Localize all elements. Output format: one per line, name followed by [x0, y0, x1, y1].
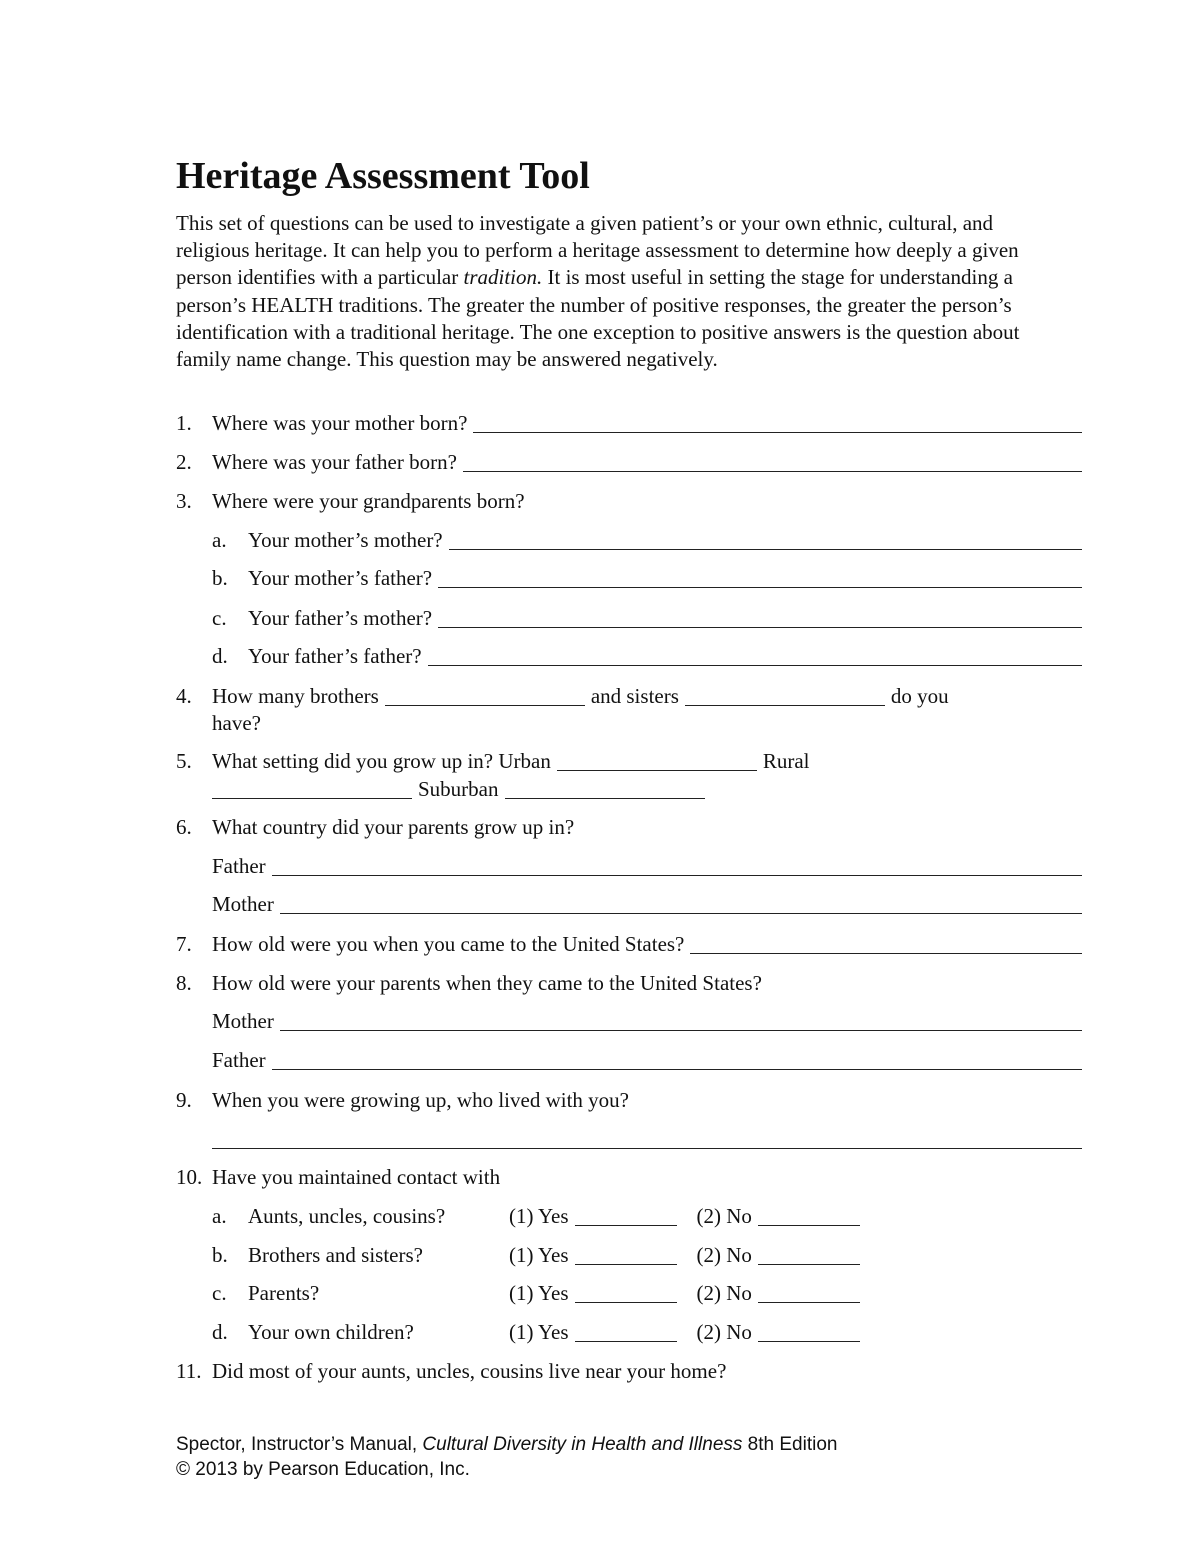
- yes-answer-line[interactable]: [575, 1203, 677, 1226]
- field-label: Mother: [212, 892, 274, 916]
- intro-text-1: This set of questions can be used to investigate a given patient’s or your own ethnic, cultural, and religious heritage. It can help you to perform a heritage assessment to determine how deeply a given person identifies with a particular: [176, 211, 1019, 290]
- question-number: 3.: [176, 489, 192, 513]
- question-text: do you: [890, 684, 949, 708]
- question-4: [176, 681, 1082, 711]
- question-10c: [176, 1278, 1082, 1308]
- answer-line[interactable]: [449, 527, 1082, 550]
- footer-citation-title: Cultural Diversity in Health and Illness: [422, 1434, 743, 1455]
- sisters-answer-line[interactable]: [685, 683, 885, 706]
- question-3a: [176, 525, 1082, 555]
- question-number: 4.: [176, 684, 192, 708]
- no-label: (2) No: [696, 1204, 752, 1228]
- question-number: 9.: [176, 1088, 192, 1112]
- answer-line[interactable]: [690, 931, 1082, 954]
- question-number: 8.: [176, 971, 192, 995]
- sub-letter: c.: [212, 1281, 227, 1305]
- yes-answer-line[interactable]: [575, 1280, 677, 1303]
- question-text: Have you maintained contact with: [212, 1165, 501, 1189]
- no-answer-line[interactable]: [758, 1280, 860, 1303]
- question-8: [176, 968, 1082, 998]
- field-label: Father: [212, 854, 266, 878]
- no-label: (2) No: [696, 1281, 752, 1305]
- answer-line[interactable]: [272, 1047, 1082, 1070]
- sub-question-text: Your father’s father?: [248, 644, 422, 668]
- question-text: When you were growing up, who lived with you?: [212, 1088, 629, 1112]
- question-number: 5.: [176, 749, 192, 773]
- question-8-mother: [176, 1006, 1082, 1036]
- question-7: [176, 929, 1082, 959]
- footer-citation-author: Spector, Instructor’s Manual,: [176, 1434, 423, 1455]
- suburban-answer-line[interactable]: [505, 776, 705, 799]
- question-3c: [176, 603, 1082, 633]
- question-10b: [176, 1240, 1082, 1270]
- question-text: have?: [212, 711, 261, 735]
- question-text: Did most of your aunts, uncles, cousins live near your home?: [212, 1359, 727, 1383]
- question-2: [176, 447, 1082, 477]
- question-number: 6.: [176, 815, 192, 839]
- sub-letter: a.: [212, 528, 227, 552]
- urban-answer-line[interactable]: [557, 748, 757, 771]
- question-number: 2.: [176, 450, 192, 474]
- brothers-answer-line[interactable]: [385, 683, 585, 706]
- question-6: [176, 812, 1082, 842]
- question-number: 7.: [176, 932, 192, 956]
- sub-question-text: Your mother’s father?: [248, 566, 433, 590]
- sub-letter: d.: [212, 1320, 228, 1344]
- yes-label: (1) Yes: [509, 1204, 569, 1228]
- question-4-continued: [176, 708, 1082, 738]
- sub-question-text: Parents?: [248, 1281, 320, 1305]
- question-text: and sisters: [590, 684, 679, 708]
- sub-letter: c.: [212, 606, 227, 630]
- question-8-father: [176, 1045, 1082, 1075]
- intro-text-2: It is most useful in setting the stage for understanding a person’s HEALTH traditions. The greater the number of positive responses, the greater the person’s identification with a traditional heritage. The one exception to positive answers is the question about family name change. This question may be answered negatively.: [176, 265, 1020, 372]
- question-3b: [176, 563, 1082, 593]
- answer-line[interactable]: [438, 565, 1082, 588]
- question-text: Where were your grandparents born?: [212, 489, 525, 513]
- question-text: What country did your parents grow up in?: [212, 815, 575, 839]
- question-text: How old were your parents when they came to the United States?: [212, 971, 762, 995]
- rural-answer-line[interactable]: [212, 776, 412, 799]
- page-footer: [176, 1432, 837, 1482]
- question-text: Where was your mother born?: [212, 411, 468, 435]
- question-6-mother: [176, 889, 1082, 919]
- field-label: Father: [212, 1048, 266, 1072]
- sub-question-text: Aunts, uncles, cousins?: [248, 1204, 446, 1228]
- intro-paragraph: [176, 210, 1046, 373]
- sub-question-text: Brothers and sisters?: [248, 1243, 423, 1267]
- answer-line[interactable]: [212, 1126, 1082, 1149]
- question-6-father: [176, 851, 1082, 881]
- yes-label: (1) Yes: [509, 1320, 569, 1344]
- question-5: [176, 746, 1082, 776]
- sub-question-text: Your mother’s mother?: [248, 528, 443, 552]
- answer-line[interactable]: [438, 605, 1082, 628]
- sub-letter: a.: [212, 1204, 227, 1228]
- intro-emphasis: tradition.: [463, 265, 543, 290]
- field-label: Mother: [212, 1009, 274, 1033]
- question-text: Rural: [762, 749, 810, 773]
- question-number: 11.: [176, 1359, 202, 1383]
- question-3: [176, 486, 1082, 516]
- question-9: [176, 1085, 1082, 1115]
- yes-label: (1) Yes: [509, 1281, 569, 1305]
- no-label: (2) No: [696, 1320, 752, 1344]
- sub-letter: b.: [212, 566, 228, 590]
- footer-citation: [176, 1432, 837, 1457]
- answer-line[interactable]: [428, 643, 1082, 666]
- question-3d: [176, 641, 1082, 671]
- question-text: Where was your father born?: [212, 450, 457, 474]
- question-text: How many brothers: [212, 684, 379, 708]
- question-number: 10.: [176, 1165, 203, 1189]
- question-text: What setting did you grow up in? Urban: [212, 749, 551, 773]
- sub-question-text: Your own children?: [248, 1320, 414, 1344]
- no-label: (2) No: [696, 1243, 752, 1267]
- sub-letter: d.: [212, 644, 228, 668]
- question-10d: [176, 1317, 1082, 1347]
- question-9-answer: [176, 1124, 1082, 1154]
- question-5-continued: [176, 774, 1082, 804]
- footer-citation-edition: 8th Edition: [742, 1434, 838, 1455]
- yes-answer-line[interactable]: [575, 1242, 677, 1265]
- question-11: [176, 1356, 1082, 1386]
- answer-line[interactable]: [463, 449, 1082, 472]
- question-text: Suburban: [418, 777, 499, 801]
- answer-line[interactable]: [280, 1008, 1082, 1031]
- sub-letter: b.: [212, 1243, 228, 1267]
- page-title: Heritage Assessment Tool: [176, 155, 590, 197]
- question-10a: [176, 1201, 1082, 1231]
- answer-line[interactable]: [473, 410, 1082, 433]
- question-number: 1.: [176, 411, 192, 435]
- no-answer-line[interactable]: [758, 1319, 860, 1342]
- answer-line[interactable]: [280, 891, 1082, 914]
- yes-label: (1) Yes: [509, 1243, 569, 1267]
- question-1: [176, 408, 1082, 438]
- answer-line[interactable]: [272, 853, 1082, 876]
- question-10: [176, 1162, 1082, 1192]
- yes-answer-line[interactable]: [575, 1319, 677, 1342]
- footer-copyright: © 2013 by Pearson Education, Inc.: [176, 1459, 470, 1480]
- sub-question-text: Your father’s mother?: [248, 606, 433, 630]
- no-answer-line[interactable]: [758, 1242, 860, 1265]
- no-answer-line[interactable]: [758, 1203, 860, 1226]
- question-text: How old were you when you came to the United States?: [212, 932, 685, 956]
